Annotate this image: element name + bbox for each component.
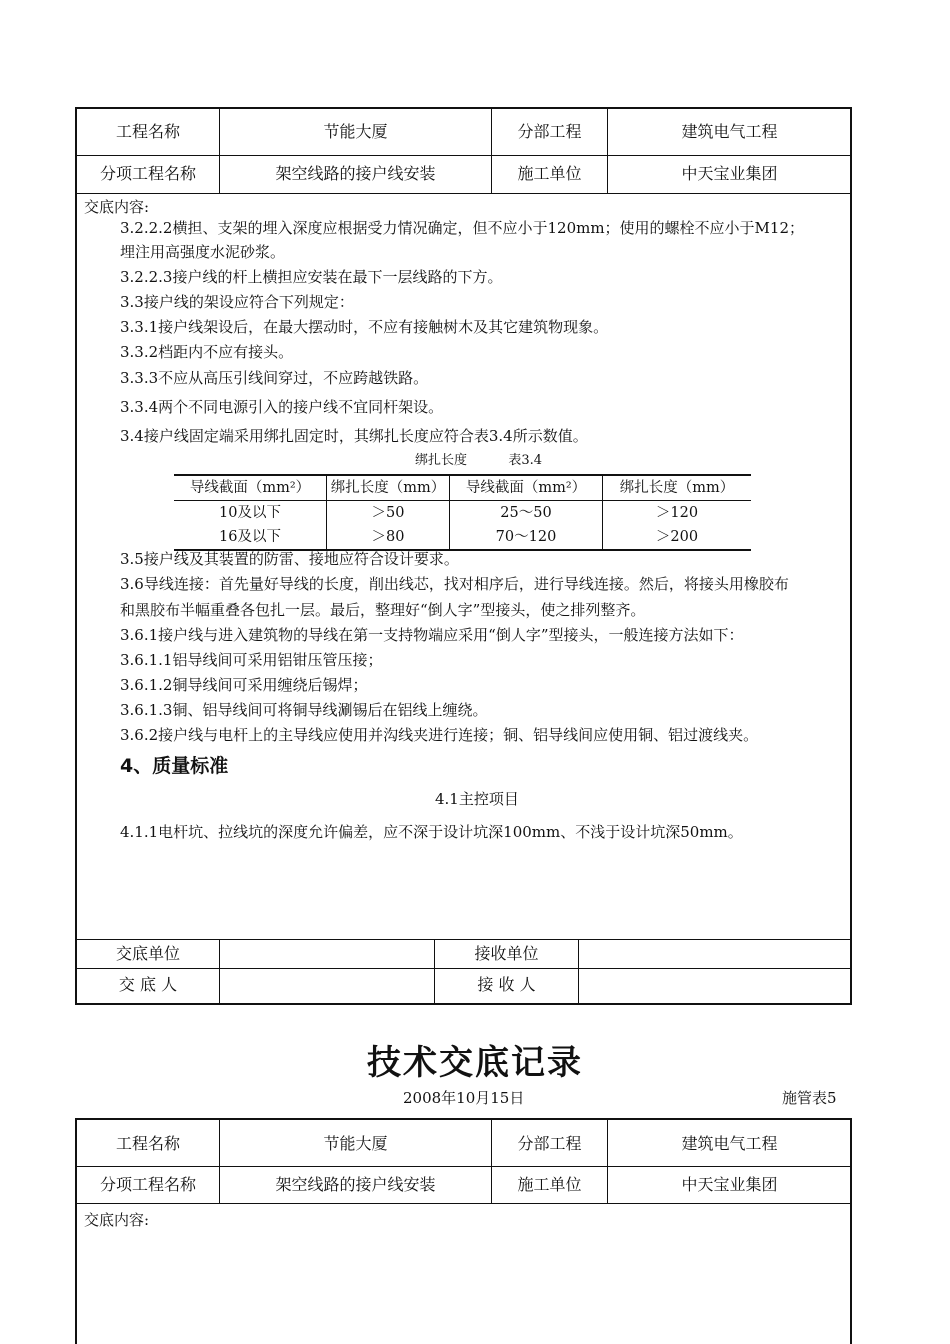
- footer-col-divider-3: [578, 939, 579, 1004]
- construction-unit-value: 中天宝业集团: [681, 164, 778, 183]
- paragraph: 3.6.1接户线与进入建筑物的导线在第一支持物端应采用“倒人字”型接头，一般连接方法如下：: [120, 626, 744, 644]
- header-row-divider: [75, 155, 852, 156]
- table-cell: 10及以下: [219, 505, 281, 521]
- receiving-unit-label: 接收单位: [474, 944, 539, 963]
- header2-bottom-line: [75, 1203, 852, 1204]
- paragraph: 3.3.3不应从高压引线间穿过，不应跨越铁路。: [120, 369, 429, 387]
- construction-unit-value: 中天宝业集团: [681, 1175, 778, 1194]
- record-table-2-top: [75, 1118, 852, 1120]
- footer-col-divider-1: [219, 939, 220, 1004]
- division-value: 建筑电气工程: [681, 122, 778, 141]
- table-cell: 16及以下: [219, 529, 281, 545]
- record-date: 2008年10月15日: [403, 1089, 525, 1107]
- paragraph: 3.6.1.3铜、铝导线间可将铜导线涮锡后在铝线上缠绕。: [120, 701, 488, 719]
- paragraph: 3.6.1.1铝导线间可采用铝钳压管压接；: [120, 651, 383, 669]
- division-value: 建筑电气工程: [681, 1134, 778, 1153]
- paragraph: 3.6.1.2铜导线间可采用缠绕后锡焊；: [120, 676, 368, 694]
- subitem-label: 分项工程名称: [99, 164, 196, 183]
- paragraph: 3.5接户线及其装置的防雷、接地应符合设计要求。: [120, 550, 459, 568]
- construction-unit-label: 施工单位: [517, 1175, 582, 1194]
- footer-row-divider: [75, 968, 852, 969]
- form-number: 施管表5: [782, 1089, 837, 1107]
- content-label: 交底内容:: [84, 1211, 150, 1229]
- paragraph: 3.2.2.3接户线的杆上横担应安装在最下一层线路的下方。: [120, 268, 503, 286]
- paragraph: 埋注用高强度水泥砂浆。: [120, 243, 286, 261]
- table-cell: ＞120: [655, 505, 699, 521]
- footer-top-line: [75, 939, 852, 940]
- section-heading: 4、质量标准: [120, 755, 229, 777]
- paragraph: 3.3.4两个不同电源引入的接户线不宜同杆架设。: [120, 398, 444, 416]
- table-header-cell: 绑扎长度（mm）: [330, 480, 446, 496]
- table-cell: 70～120: [495, 529, 557, 545]
- receiving-person-label: 接 收 人: [477, 975, 536, 994]
- header2-row-divider: [75, 1166, 852, 1167]
- page-title: 技术交底记录: [367, 1043, 583, 1083]
- table-header-cell: 导线截面（mm²）: [465, 480, 587, 496]
- paragraph: 和黑胶布半幅重叠各包扎一层。最后，整理好“倒人字”型接头，使之排列整齐。: [120, 601, 646, 619]
- construction-unit-label: 施工单位: [517, 164, 582, 183]
- paragraph: 3.2.2.2横担、支架的埋入深度应根据受力情况确定，但不应小于120mm；使用的螺栓不应小于M12；: [120, 219, 805, 237]
- table-cell: 25～50: [500, 505, 552, 521]
- project-name-value: 节能大厦: [323, 122, 388, 141]
- division-label: 分部工程: [517, 1134, 582, 1153]
- project-name-label: 工程名称: [115, 122, 180, 141]
- paragraph: 3.3.1接户线架设后，在最大摆动时，不应有接触树木及其它建筑物现象。: [120, 318, 609, 336]
- table-caption: 绑扎长度 表3.4: [415, 453, 542, 468]
- table-top-rule: [174, 474, 751, 476]
- table-header-rule: [174, 500, 751, 501]
- subitem-label: 分项工程名称: [99, 1175, 196, 1194]
- project-name-label: 工程名称: [115, 1134, 180, 1153]
- handover-person-label: 交 底 人: [118, 975, 178, 994]
- table-cell: ＞80: [371, 529, 405, 545]
- table-cell: ＞200: [655, 529, 699, 545]
- paragraph: 3.3.2档距内不应有接头。: [120, 343, 294, 361]
- project-name-value: 节能大厦: [323, 1134, 388, 1153]
- table-cell: ＞50: [371, 505, 405, 521]
- division-label: 分部工程: [517, 122, 582, 141]
- paragraph: 3.3接户线的架设应符合下列规定：: [120, 293, 354, 311]
- content-label: 交底内容:: [84, 198, 150, 216]
- subitem-value: 架空线路的接户线安装: [275, 1175, 436, 1194]
- subitem-value: 架空线路的接户线安装: [275, 164, 436, 183]
- paragraph: 3.6导线连接：首先量好导线的长度，削出线芯，找对相序后，进行导线连接。然后，将接头用橡胶布: [120, 575, 789, 593]
- paragraph: 3.4接户线固定端采用绑扎固定时，其绑扎长度应符合表3.4所示数值。: [120, 427, 588, 445]
- section-subheading: 4.1主控项目: [435, 790, 519, 808]
- table-header-cell: 导线截面（mm²）: [189, 480, 311, 496]
- header-bottom-line: [75, 193, 852, 194]
- paragraph: 3.6.2接户线与电杆上的主导线应使用并沟线夹进行连接；铜、铝导线间应使用铜、铝过渡线夹。: [120, 726, 759, 744]
- paragraph: 4.1.1电杆坑、拉线坑的深度允许偏差，应不深于设计坑深100mm、不浅于设计坑深50mm。: [120, 823, 743, 841]
- handover-unit-label: 交底单位: [115, 944, 180, 963]
- table-header-cell: 绑扎长度（mm）: [619, 480, 735, 496]
